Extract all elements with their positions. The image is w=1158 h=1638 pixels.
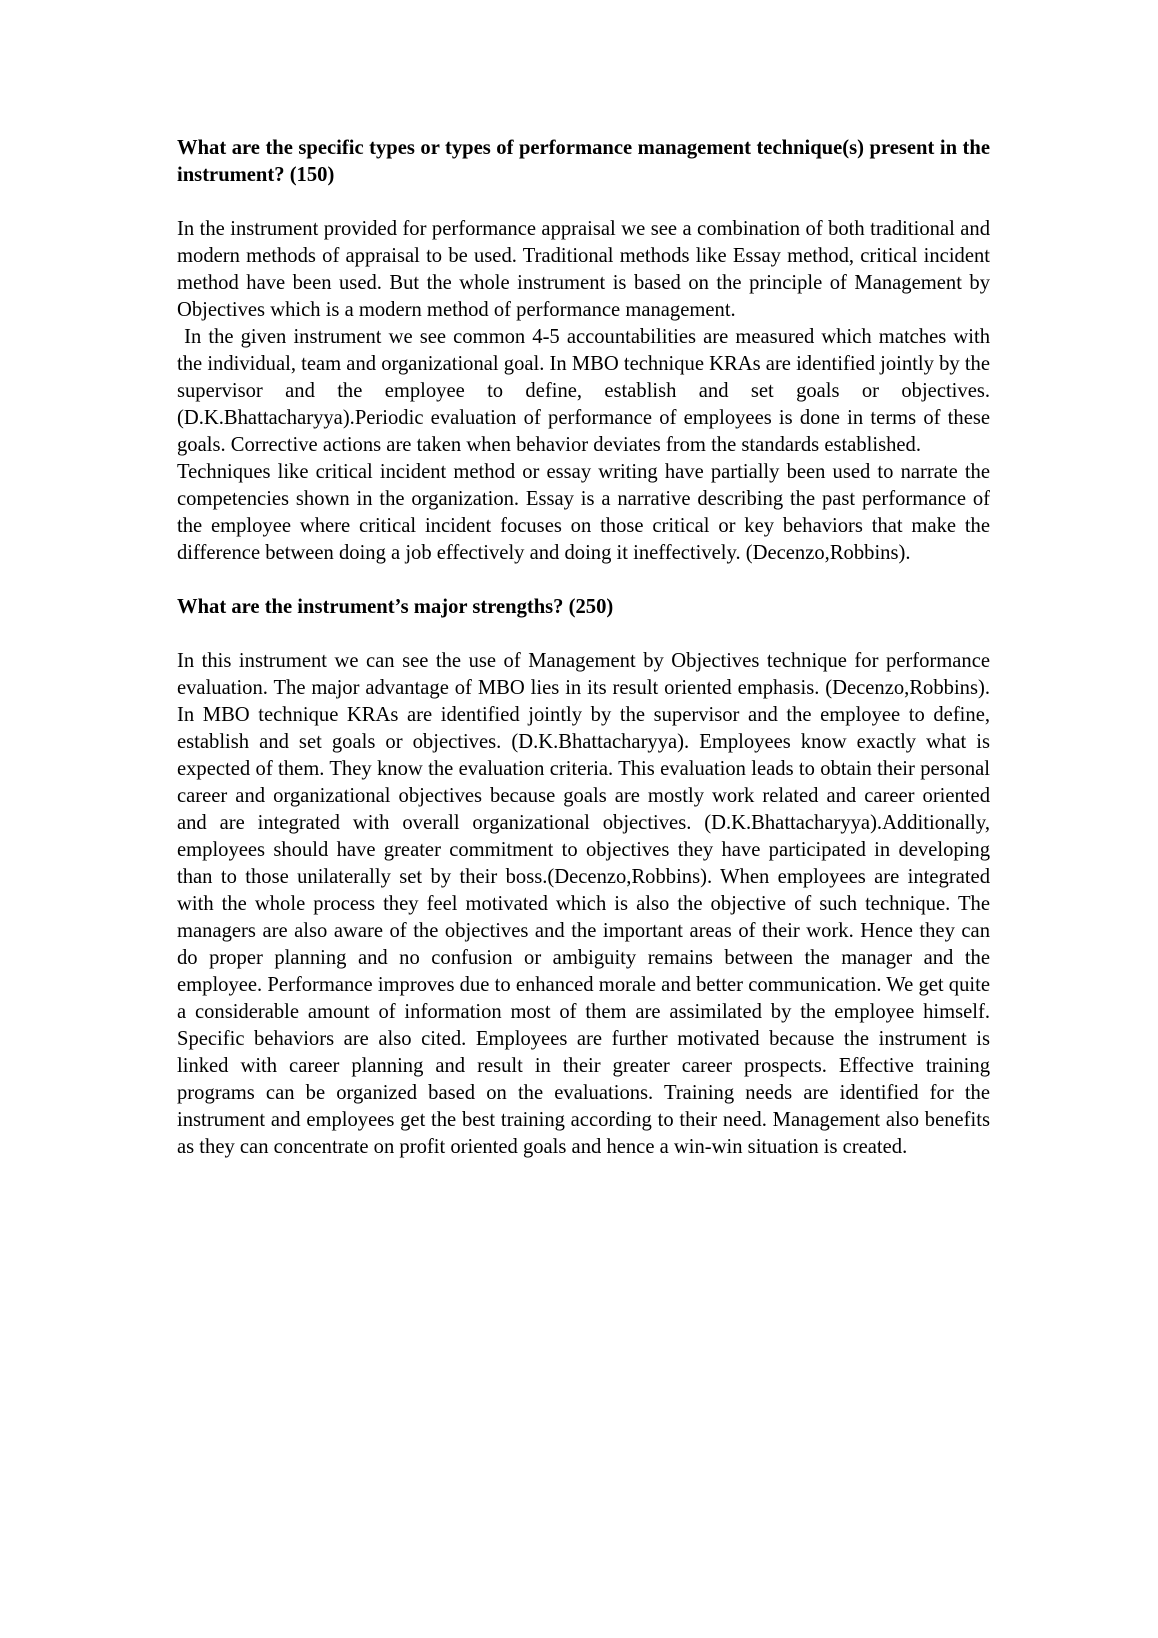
section-heading-strengths: What are the instrument’s major strengths? (250) <box>177 596 614 618</box>
paragraph: In the given instrument we see common 4-5 accountabilities are measured which matches with the individual, team and organizational goal. In MBO technique KRAs are identified jointly by the supervisor and the employee to define, establish and set goals or objectives.(D.K.Bhattacharyya).Periodic evaluation of performance of employees is done in terms of these goals. Corrective actions are taken when behavior deviates from the standards established. <box>177 326 996 456</box>
spacer <box>177 621 990 648</box>
paragraph: In this instrument we can see the use of Management by Objectives technique for performance evaluation. The major advantage of MBO lies in its result oriented emphasis. (Decenzo,Robbins). In MBO technique KRAs are identified jointly by the supervisor and the employee to define, establish and set goals or objectives. (D.K.Bhattacharyya). Employees know exactly what is expected of them. They know the evaluation criteria. This evaluation leads to obtain their personal career and organizational objectives because goals are mostly work related and career oriented and are integrated with overall organizational objectives. (D.K.Bhattacharyya).Additionally, employees should have greater commitment to objectives they have participated in developing than to those unilaterally set by their boss.(Decenzo,Robbins). When employees are integrated with the whole process they feel motivated which is also the objective of such technique. The managers are also aware of the objectives and the important areas of their work. Hence they can do proper planning and no confusion or ambiguity remains between the manager and the employee. Performance improves due to enhanced morale and better communication. We get quite a considerable amount of information most of them are assimilated by the employee himself. Specific behaviors are also cited. Employees are further motivated because the instrument is linked with career planning and result in their greater career prospects. Effective training programs can be organized based on the evaluations. Training needs are identified for the instrument and employees get the best training according to their need. Management also benefits as they can concentrate on profit oriented goals and hence a win-win situation is created. <box>177 650 996 1158</box>
section-heading-techniques: What are the specific types or types of performance management technique(s) present in the instrument? (150) <box>177 137 990 186</box>
paragraph: Techniques like critical incident method or essay writing have partially been used to narrate the competencies shown in the organization. Essay is a narrative describing the past performance of the employee where critical incident focuses on those critical or key behaviors that make the difference between doing a job effectively and doing it ineffectively. (Decenzo,Robbins). <box>177 461 996 564</box>
spacer <box>177 567 990 594</box>
spacer <box>177 189 990 216</box>
document-page <box>177 135 996 1161</box>
paragraph: In the instrument provided for performance appraisal we see a combination of both traditional and modern methods of appraisal to be used. Traditional methods like Essay method, critical incident method have been used. But the whole instrument is based on the principle of Management by Objectives which is a modern method of performance management. <box>177 218 996 321</box>
